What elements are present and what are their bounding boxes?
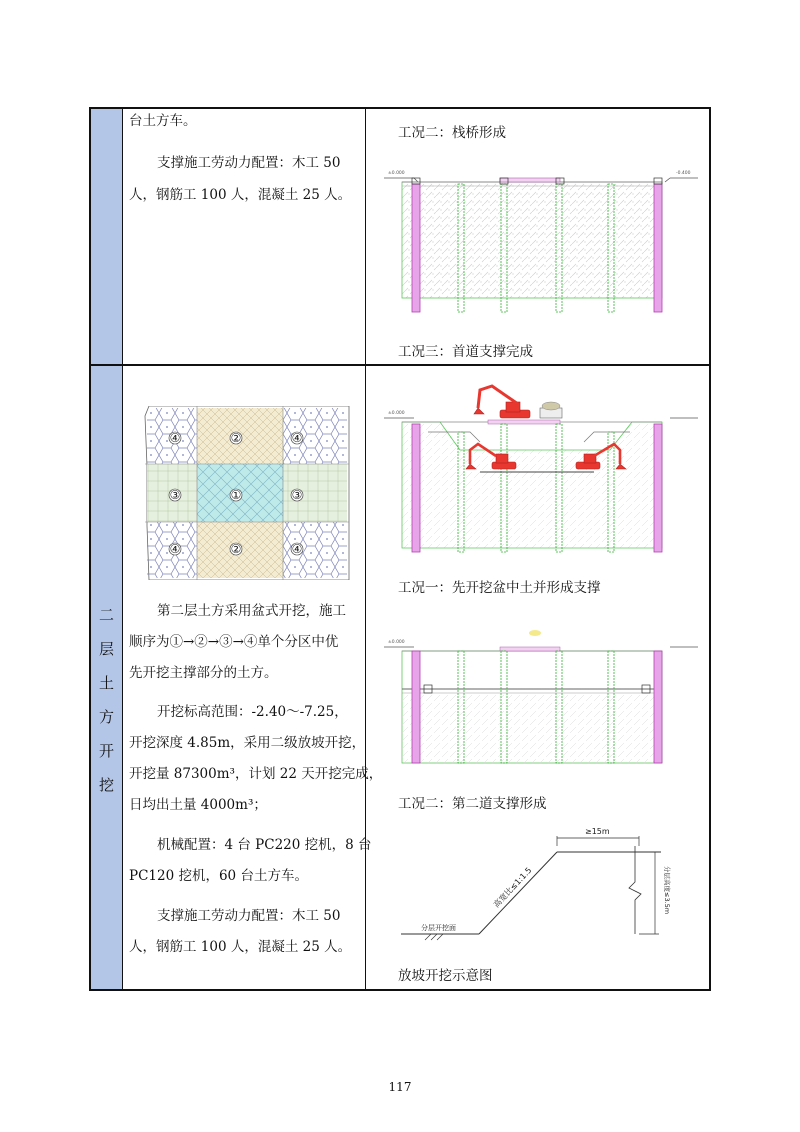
row1-line-3: 人，钢筋工 100 人，混凝土 25 人。 — [129, 187, 352, 203]
row2-line-6: 开挖量 87300m³，计划 22 天开挖完成， — [129, 766, 383, 782]
row1-line-1: 台土方车。 — [129, 113, 197, 129]
section-drawing-bridge — [380, 164, 700, 316]
row2-line-2: 顺序为①→②→③→④单个分区中优 — [129, 634, 339, 650]
zone-label-5: ① — [230, 488, 242, 502]
row2-line-7: 日均出土量 4000m³； — [129, 797, 267, 813]
caption-first-excavation: 工况一：先开挖盆中土并形成支撑 — [398, 580, 601, 596]
zone-label-3: ④ — [291, 431, 303, 445]
column-divider-left — [122, 109, 123, 989]
slope-ratio: 高宽比≤1:1.5 — [491, 865, 534, 910]
slope-height: 分层高度≤3.5m — [663, 866, 671, 915]
row2-line-3: 先开挖主撑部分的土方。 — [129, 665, 278, 681]
zone-label-1: ④ — [169, 431, 181, 445]
section-drawing-second-support — [380, 627, 700, 767]
svg-text:±0.000: ±0.000 — [388, 640, 405, 645]
svg-text:-0.400: -0.400 — [676, 171, 691, 176]
row2-line-10: 支撑施工劳动力配置：木工 50 — [157, 908, 341, 924]
zone-label-8: ② — [230, 542, 242, 556]
caption-slope: 放坡开挖示意图 — [398, 968, 493, 984]
section-drawing-first-excavation — [380, 380, 700, 560]
row-divider — [91, 364, 709, 366]
caption-bridge: 工况二：栈桥形成 — [398, 125, 506, 141]
slope-base: 分层开挖面 — [421, 924, 456, 932]
zone-plan-diagram — [143, 406, 353, 580]
row2-line-9: PC120 挖机，60 台土方车。 — [129, 868, 308, 884]
row2-line-1: 第二层土方采用盆式开挖，施工 — [157, 603, 346, 619]
zone-label-6: ③ — [291, 488, 303, 502]
row1-line-2: 支撑施工劳动力配置：木工 50 — [157, 155, 341, 171]
row2-line-8: 机械配置：4 台 PC220 挖机，8 台 — [157, 837, 372, 853]
excavator-icon — [474, 386, 530, 418]
caption-second-support: 工况二：第二道支撑形成 — [398, 796, 547, 812]
caption-first-support: 工况三：首道支撑完成 — [398, 344, 533, 360]
svg-text:±0.000: ±0.000 — [388, 411, 405, 416]
row2-line-4: 开挖标高范围：-2.40～-7.25， — [157, 704, 348, 720]
truck-icon — [540, 402, 562, 418]
slope-schematic — [395, 822, 695, 947]
stage-label: 二 层 土 方 开 挖 — [98, 606, 114, 794]
svg-text:±0.000: ±0.000 — [388, 171, 405, 176]
page-number: 117 — [388, 1080, 412, 1094]
row2-line-5: 开挖深度 4.85m，采用二级放坡开挖， — [129, 735, 366, 751]
slope-top-width: ≥15m — [585, 827, 610, 836]
header-cell-top — [91, 109, 122, 364]
row2-line-11: 人，钢筋工 100 人，混凝土 25 人。 — [129, 939, 352, 955]
zone-label-2: ② — [230, 431, 242, 445]
zone-label-7: ④ — [169, 542, 181, 556]
zone-label-9: ④ — [291, 542, 303, 556]
zone-label-4: ③ — [169, 488, 181, 502]
